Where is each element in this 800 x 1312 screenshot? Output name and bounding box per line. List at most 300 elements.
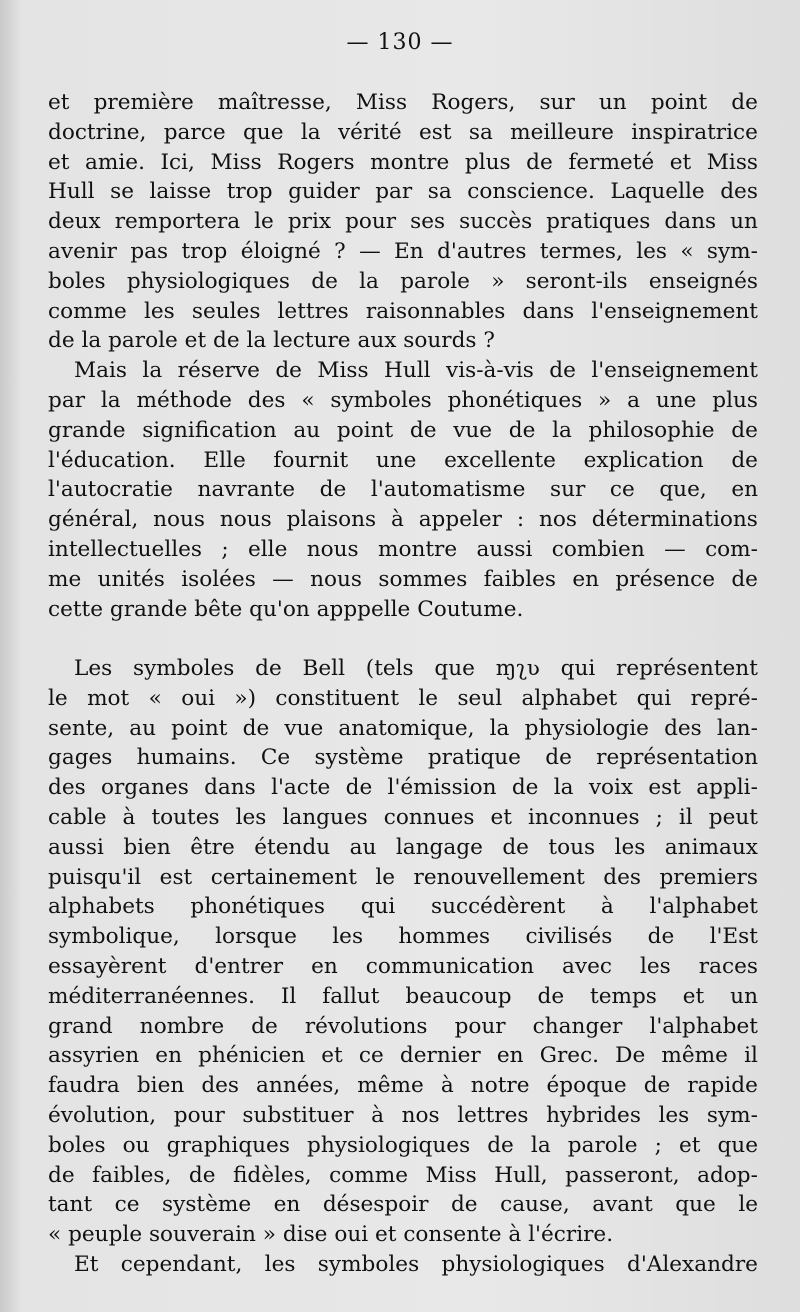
word: essayèrent bbox=[48, 953, 167, 979]
word: communication bbox=[365, 953, 535, 979]
word: les bbox=[143, 298, 175, 324]
word: les bbox=[614, 834, 646, 860]
word: le bbox=[418, 685, 439, 711]
word: un bbox=[730, 983, 758, 1009]
word: alphabets bbox=[48, 894, 155, 920]
word: dans bbox=[204, 775, 256, 801]
word: aussi bbox=[476, 536, 533, 562]
word: représentation bbox=[596, 745, 758, 771]
word: vue bbox=[453, 417, 493, 443]
word: Ce bbox=[260, 745, 291, 771]
word: pour bbox=[345, 209, 397, 235]
word: ce bbox=[358, 1043, 384, 1069]
word: toutes bbox=[151, 804, 220, 830]
word: que bbox=[675, 1192, 716, 1218]
word: beaucoup bbox=[405, 983, 512, 1009]
word: assyrien bbox=[48, 1043, 140, 1069]
word: cause, bbox=[500, 1192, 570, 1218]
word: faibles bbox=[483, 566, 557, 592]
word: parole bbox=[400, 268, 470, 294]
word: pour bbox=[173, 1102, 225, 1128]
word: à bbox=[122, 804, 136, 830]
word: en bbox=[731, 477, 758, 503]
word: alphabet bbox=[521, 685, 618, 711]
word: (tels bbox=[365, 656, 414, 681]
word: plaisons bbox=[286, 507, 377, 533]
word: de bbox=[275, 358, 302, 384]
word: parce bbox=[163, 119, 226, 145]
word: en bbox=[273, 1192, 301, 1218]
word: symboles bbox=[330, 387, 432, 413]
word: réserve bbox=[177, 358, 260, 384]
word: appeler bbox=[418, 507, 502, 533]
word: physiologiques bbox=[126, 268, 291, 294]
word: laisse bbox=[149, 179, 212, 205]
word: de bbox=[508, 417, 536, 443]
word: plus bbox=[464, 149, 511, 175]
word: première bbox=[93, 90, 194, 115]
text-line bbox=[48, 118, 758, 148]
text-line bbox=[48, 714, 758, 744]
word: Les bbox=[74, 656, 113, 681]
word: est bbox=[648, 775, 681, 801]
word: bien bbox=[123, 834, 171, 860]
word: nombre bbox=[139, 1013, 225, 1039]
paragraph-4 bbox=[48, 1250, 758, 1280]
word: oui bbox=[181, 685, 216, 711]
word: me bbox=[48, 566, 82, 592]
word: de bbox=[48, 1162, 75, 1188]
word: que bbox=[242, 119, 284, 145]
word: en bbox=[496, 1043, 524, 1069]
word: le bbox=[254, 209, 274, 235]
word: les bbox=[332, 924, 364, 950]
word: langage bbox=[395, 834, 483, 860]
word: combien bbox=[551, 536, 645, 562]
word: » bbox=[598, 387, 612, 413]
word: l'Est bbox=[709, 924, 758, 950]
word: pour bbox=[454, 1013, 506, 1039]
word: de bbox=[255, 656, 282, 681]
text-line bbox=[48, 833, 758, 863]
word: rapide bbox=[687, 1073, 758, 1099]
word: et bbox=[321, 1043, 343, 1069]
text-line bbox=[48, 952, 758, 982]
word: système bbox=[314, 745, 404, 771]
word: de bbox=[502, 834, 529, 860]
word: que bbox=[717, 1132, 758, 1158]
word: cependant, bbox=[120, 1251, 243, 1277]
word: Il bbox=[280, 983, 297, 1009]
word: repré- bbox=[690, 685, 758, 711]
word: des bbox=[664, 715, 702, 741]
word: de bbox=[545, 745, 572, 771]
word: l'émission bbox=[387, 775, 497, 801]
word: substituer bbox=[242, 1102, 354, 1128]
word: unités bbox=[97, 566, 165, 592]
text-line bbox=[48, 386, 758, 416]
word: sym- bbox=[706, 1102, 758, 1128]
word: de bbox=[450, 1192, 478, 1218]
word: de bbox=[319, 477, 347, 503]
word: d'autres bbox=[437, 238, 527, 264]
word: symbolique, bbox=[48, 924, 180, 950]
word: évolution, bbox=[48, 1102, 157, 1128]
word: hommes bbox=[398, 924, 491, 950]
word: anatomique, bbox=[338, 715, 475, 741]
word: une bbox=[655, 387, 697, 413]
word: lettres bbox=[277, 298, 349, 324]
word: sur bbox=[539, 90, 575, 115]
word: une bbox=[375, 447, 417, 473]
word: a bbox=[627, 387, 640, 413]
word: grand bbox=[48, 1013, 113, 1039]
word: nous bbox=[306, 536, 359, 562]
word: présence bbox=[615, 566, 715, 592]
text-line bbox=[48, 88, 758, 118]
word: de bbox=[511, 775, 539, 801]
word: tant bbox=[48, 1192, 93, 1218]
word: la bbox=[489, 715, 510, 741]
word: inspiratrice bbox=[631, 119, 758, 145]
word: les bbox=[658, 1102, 690, 1128]
word: ce bbox=[114, 1192, 140, 1218]
word: de bbox=[311, 268, 338, 294]
word: ou bbox=[122, 1132, 150, 1158]
word: « bbox=[148, 685, 162, 711]
word: comme bbox=[48, 298, 127, 324]
word: qui bbox=[560, 656, 596, 681]
word: — bbox=[272, 566, 294, 592]
word: ce bbox=[609, 477, 635, 503]
word: Hull bbox=[48, 179, 95, 205]
word: philosophie bbox=[588, 417, 715, 443]
word: hybrides bbox=[546, 1102, 641, 1128]
word: nos bbox=[538, 507, 577, 533]
word: phénicien bbox=[198, 1043, 306, 1069]
word: « bbox=[301, 387, 315, 413]
text-line: de la parole et de la lecture aux sourds ? bbox=[48, 328, 495, 354]
word: conscience. bbox=[467, 179, 595, 205]
word: « bbox=[680, 238, 694, 264]
word: point bbox=[650, 90, 708, 115]
word: ; bbox=[655, 804, 663, 830]
word: gages bbox=[48, 745, 113, 771]
word: — bbox=[359, 238, 381, 264]
word: de bbox=[731, 566, 758, 592]
word: de bbox=[643, 1073, 671, 1099]
word: peut bbox=[708, 804, 758, 830]
word: langues bbox=[282, 804, 368, 830]
word: méditerranéennes. bbox=[48, 983, 255, 1009]
word: en bbox=[311, 953, 338, 979]
word: ɱʅʋ bbox=[495, 656, 540, 681]
text-line bbox=[48, 1190, 758, 1220]
word: au bbox=[293, 417, 321, 443]
word: un bbox=[730, 209, 758, 235]
word: à bbox=[440, 1073, 454, 1099]
text-line bbox=[48, 922, 758, 952]
word: mot bbox=[87, 685, 130, 711]
word: l'automatisme bbox=[370, 477, 526, 503]
word: seules bbox=[191, 298, 261, 324]
word: connues bbox=[383, 804, 475, 830]
word: civilisés bbox=[525, 924, 613, 950]
word: des bbox=[247, 387, 286, 413]
word: en bbox=[572, 566, 600, 592]
word: nous bbox=[153, 507, 205, 533]
word: désespoir bbox=[322, 1192, 429, 1218]
text-line bbox=[48, 1101, 758, 1131]
word: dans bbox=[664, 209, 717, 235]
word: prix bbox=[287, 209, 332, 235]
word: lettres bbox=[457, 1102, 529, 1128]
word: de bbox=[345, 775, 373, 801]
word: succès bbox=[459, 209, 533, 235]
word: adop- bbox=[697, 1162, 758, 1188]
word: temps bbox=[590, 983, 657, 1009]
word: Grec. bbox=[539, 1043, 600, 1069]
word: phonétiques bbox=[447, 387, 583, 413]
word: de bbox=[251, 1013, 278, 1039]
word: Hull, bbox=[494, 1162, 548, 1188]
text-line bbox=[48, 297, 758, 327]
word: doctrine, bbox=[48, 119, 147, 145]
word: l'acte bbox=[271, 775, 331, 801]
word: et bbox=[682, 983, 705, 1009]
word: l'enseignement bbox=[591, 298, 758, 324]
word: » bbox=[491, 268, 505, 294]
word: plus bbox=[712, 387, 758, 413]
word: des bbox=[48, 775, 86, 801]
text-line: « peuple souverain » dise oui et consente à l'écrire. bbox=[48, 1222, 614, 1248]
word: l'alphabet bbox=[649, 894, 758, 920]
word: que bbox=[434, 656, 475, 681]
word: et bbox=[490, 804, 512, 830]
word: des bbox=[720, 179, 758, 205]
word: tous bbox=[548, 834, 596, 860]
word: se bbox=[110, 179, 134, 205]
word: De bbox=[615, 1043, 646, 1069]
text-line bbox=[48, 1161, 758, 1191]
word: puisqu'il bbox=[48, 864, 142, 890]
word: Elle bbox=[203, 447, 246, 473]
word: inconnues bbox=[528, 804, 640, 830]
word: Miss bbox=[210, 149, 262, 175]
word: guider bbox=[288, 179, 360, 205]
word: avant bbox=[592, 1192, 653, 1218]
word: représentent bbox=[616, 656, 758, 681]
word: de bbox=[647, 924, 675, 950]
word: vue bbox=[284, 715, 324, 741]
word: Miss bbox=[355, 90, 408, 115]
word: Rogers, bbox=[431, 90, 516, 115]
word: sur bbox=[550, 477, 586, 503]
word: physiologie bbox=[524, 715, 649, 741]
word: aussi bbox=[48, 834, 104, 860]
word: sa bbox=[468, 119, 493, 145]
word: renouvellement bbox=[413, 864, 585, 890]
text-line bbox=[48, 267, 758, 297]
word: déterminations bbox=[591, 507, 758, 533]
word: et bbox=[678, 1132, 701, 1158]
word: fallut bbox=[322, 983, 380, 1009]
word: un bbox=[598, 90, 627, 115]
text-line bbox=[48, 1250, 758, 1280]
word: Ici, bbox=[160, 149, 195, 175]
word: les bbox=[235, 804, 267, 830]
word: de bbox=[487, 1132, 514, 1158]
word: en bbox=[155, 1043, 182, 1069]
word: que, bbox=[659, 477, 707, 503]
word: par bbox=[48, 387, 86, 413]
paragraph-2 bbox=[48, 356, 758, 624]
word: Rogers bbox=[277, 149, 355, 175]
word: d'entrer bbox=[194, 953, 284, 979]
text-block-upper bbox=[48, 88, 758, 624]
word: la bbox=[100, 387, 121, 413]
word: ; bbox=[221, 536, 229, 562]
word: isolées bbox=[181, 566, 256, 592]
word: remportera bbox=[114, 209, 241, 235]
word: étendu bbox=[254, 834, 331, 860]
word: : bbox=[516, 507, 525, 533]
word: avec bbox=[562, 953, 612, 979]
word: sommes bbox=[378, 566, 468, 592]
word: fournit bbox=[273, 447, 349, 473]
word: — bbox=[664, 536, 686, 562]
word: lan- bbox=[716, 715, 758, 741]
paragraph-1 bbox=[48, 88, 758, 356]
word: éloigné bbox=[240, 238, 321, 264]
text-line bbox=[48, 1012, 758, 1042]
word: à bbox=[371, 1102, 385, 1128]
word: années, bbox=[256, 1073, 341, 1099]
word: raisonnables bbox=[365, 298, 506, 324]
word: la bbox=[553, 775, 574, 801]
word: il bbox=[678, 804, 693, 830]
word: l'alphabet bbox=[649, 1013, 758, 1039]
word: dernier bbox=[399, 1043, 481, 1069]
word: trop bbox=[226, 179, 273, 205]
word: par bbox=[375, 179, 413, 205]
word: cable bbox=[48, 804, 107, 830]
word: navrante bbox=[197, 477, 296, 503]
word: nos bbox=[401, 1102, 440, 1128]
text-line bbox=[48, 982, 758, 1012]
word: seul bbox=[457, 685, 503, 711]
word: des bbox=[603, 864, 641, 890]
word: pratique bbox=[427, 745, 521, 771]
text-line bbox=[48, 475, 758, 505]
word: lorsque bbox=[215, 924, 297, 950]
word: les bbox=[640, 953, 671, 979]
page-number: — 130 — bbox=[346, 30, 454, 55]
word: changer bbox=[532, 1013, 623, 1039]
word: vérité bbox=[337, 119, 402, 145]
word: la bbox=[552, 417, 572, 443]
word: l'autocratie bbox=[48, 477, 173, 503]
word: notre bbox=[470, 1073, 530, 1099]
text-line bbox=[48, 237, 758, 267]
word: point bbox=[171, 715, 228, 741]
text-line bbox=[48, 565, 758, 595]
word: l'éducation. bbox=[48, 447, 176, 473]
word: la bbox=[530, 1132, 551, 1158]
word: En bbox=[394, 238, 424, 264]
word: bien bbox=[136, 1073, 185, 1099]
text-line bbox=[48, 1041, 758, 1071]
text-line: cette grande bête qu'on apppelle Coutume. bbox=[48, 596, 524, 622]
word: montre bbox=[370, 149, 450, 175]
word: enseignés bbox=[648, 268, 758, 294]
text-line bbox=[48, 803, 758, 833]
word: et bbox=[48, 90, 70, 115]
word: de bbox=[409, 417, 437, 443]
word: faudra bbox=[48, 1073, 120, 1099]
word: de bbox=[549, 358, 576, 384]
word: amie. bbox=[85, 149, 145, 175]
word: ? bbox=[334, 238, 346, 264]
word: et bbox=[48, 149, 70, 175]
word: signification bbox=[142, 417, 277, 443]
text-line bbox=[48, 505, 758, 535]
word: humains. bbox=[136, 745, 237, 771]
word: grande bbox=[48, 417, 126, 443]
word: d'Alexandre bbox=[627, 1251, 758, 1277]
word: graphiques bbox=[166, 1132, 290, 1158]
word: elle bbox=[248, 536, 288, 562]
word: Et bbox=[74, 1251, 99, 1277]
word: la bbox=[359, 268, 379, 294]
word: sente, bbox=[48, 715, 115, 741]
word: symboles bbox=[317, 1251, 420, 1277]
word: Laquelle bbox=[610, 179, 705, 205]
word: la bbox=[142, 358, 163, 384]
word: trop bbox=[181, 238, 228, 264]
word: montre bbox=[378, 536, 458, 562]
text-line bbox=[48, 535, 758, 565]
text-line bbox=[48, 684, 758, 714]
word: qui bbox=[360, 894, 396, 920]
word: Mais bbox=[74, 358, 127, 384]
word: point bbox=[336, 417, 394, 443]
word: organes bbox=[100, 775, 189, 801]
text-line bbox=[48, 1131, 758, 1161]
word: phonétiques bbox=[190, 894, 326, 920]
word: ses bbox=[410, 209, 446, 235]
word: et bbox=[669, 149, 692, 175]
word: pas bbox=[130, 238, 169, 264]
word: termes, bbox=[539, 238, 623, 264]
text-line bbox=[48, 654, 758, 684]
word: Miss bbox=[317, 358, 369, 384]
word: général, bbox=[48, 507, 139, 533]
word: de bbox=[188, 1162, 216, 1188]
word: il bbox=[744, 1043, 758, 1069]
word: seront-ils bbox=[525, 268, 628, 294]
word: ») bbox=[234, 685, 257, 711]
word: de bbox=[526, 149, 553, 175]
word: voix bbox=[588, 775, 634, 801]
word: l'enseignement bbox=[591, 358, 758, 384]
word: physiologiques bbox=[441, 1251, 605, 1277]
word: intellectuelles bbox=[48, 536, 202, 562]
text-line bbox=[48, 207, 758, 237]
word: de bbox=[731, 90, 758, 115]
text-line bbox=[48, 356, 758, 386]
word: sym- bbox=[706, 238, 758, 264]
